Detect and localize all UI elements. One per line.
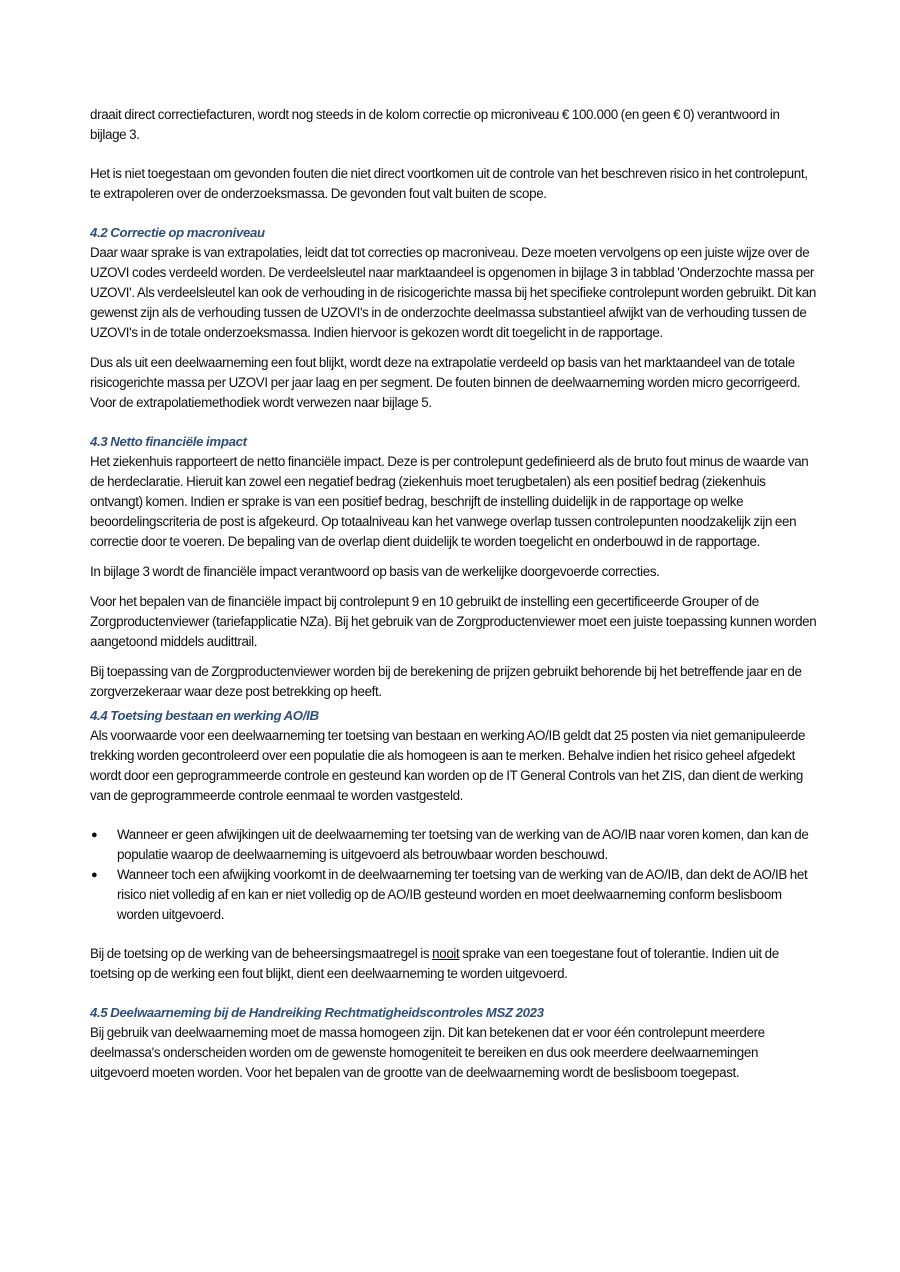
section-4-3-paragraph-1: Het ziekenhuis rapporteert de netto financiële impact. Deze is per controlepunt gedefinieerd als de bruto fout minus de waarde van de herdeclaratie. Hieruit kan zowel een negatief bedrag (ziekenhuis moet terugbetalen) als een positief bedrag (ziekenhuis ontvangt) komen. Indien er sprake is van een positief bedrag, beschrijft de instelling duidelijk in de rapportage op welke beoordelingscriteria de post is afgekeurd. Op totaalniveau kan het vanwege overlap tussen controlepunten noodzakelijk zijn een correctie door te voeren. De bepaling van de overlap dient duidelijk te worden toegelicht en onderbouwd in de rapportage.	[90, 454, 809, 549]
section-4-5-paragraph-1: Bij gebruik van deelwaarneming moet de massa homogeen zijn. Dit kan betekenen dat er voor één controlepunt meerdere deelmassa's onderscheiden worden om de gewenste homogeniteit te bereiken en dus ook meerdere deelwaarnemingen uitgevoerd moeten worden. Voor het bepalen van de grootte van de deelwaarneming wordt de beslisboom toegepast.	[90, 1025, 765, 1080]
section-4-2	[90, 223, 818, 413]
bullet-list	[90, 825, 818, 925]
list-item-text: Wanneer toch een afwijking voorkomt in de deelwaarneming ter toetsing van de werking van de AO/IB, dan dekt de AO/IB het risico niet volledig af en kan er niet volledig op de AO/IB gesteund worden en moet deelwaarneming conform beslisboom worden uitgevoerd.	[117, 867, 808, 922]
section-4-4	[90, 706, 818, 984]
section-4-3	[90, 432, 818, 702]
document-page	[90, 105, 818, 1093]
section-heading-4-3: 4.3 Netto financiële impact	[90, 434, 247, 449]
closing-text-start: Bij de toetsing op de werking van de beheersingsmaatregel is	[90, 946, 433, 961]
bullet-icon: ●	[91, 829, 98, 841]
section-4-3-paragraph-2: In bijlage 3 wordt de financiële impact verantwoord op basis van de werkelijke doorgevoerde correcties.	[90, 564, 660, 579]
section-4-4-closing-paragraph	[90, 944, 818, 984]
closing-text-end: sprake van een toegestane fout of tolerantie. Indien uit de toetsing op de werking een fout blijkt, dient een deelwaarneming te worden uitgevoerd.	[90, 946, 779, 981]
section-heading-4-4: 4.4 Toetsing bestaan en werking AO/IB	[90, 708, 319, 723]
section-heading-4-5: 4.5 Deelwaarneming bij de Handreiking Rechtmatigheidscontroles MSZ 2023	[90, 1005, 544, 1020]
section-4-2-paragraph-2: Dus als uit een deelwaarneming een fout blijkt, wordt deze na extrapolatie verdeeld op basis van het marktaandeel van de totale risicogerichte massa per UZOVI per jaar laag en per segment. De fouten binnen de deelwaarneming worden micro gecorrigeerd. Voor de extrapolatiemethodiek wordt verwezen naar bijlage 5.	[90, 355, 801, 410]
intro-paragraph-2: Het is niet toegestaan om gevonden fouten die niet direct voortkomen uit de controle van het beschreven risico in het controlepunt, te extrapoleren over de onderzoeksmassa. De gevonden fout valt buiten de scope.	[90, 166, 808, 201]
section-heading-4-2: 4.2 Correctie op macroniveau	[90, 225, 265, 240]
bullet-icon: ●	[91, 869, 98, 881]
list-item-text: Wanneer er geen afwijkingen uit de deelwaarneming ter toetsing van de werking van de AO/IB naar voren komen, dan kan de populatie waarop de deelwaarneming is uitgevoerd als betrouwbaar worden beschouwd.	[117, 827, 809, 862]
underlined-emphasis: nooit	[432, 946, 460, 961]
section-4-3-paragraph-3: Voor het bepalen van de financiële impact bij controlepunt 9 en 10 gebruikt de instelling een gecertificeerde Grouper of de Zorgproductenviewer (tariefapplicatie NZa). Bij het gebruik van de Zorgproductenviewer moet een juiste toepassing kunnen worden aangetoond middels audittrail.	[90, 594, 817, 649]
section-4-2-paragraph-1: Daar waar sprake is van extrapolaties, leidt dat tot correcties op macroniveau. Deze moeten vervolgens op een juiste wijze over de UZOVI codes verdeeld worden. De verdeelsleutel naar marktaandeel is opgenomen in bijlage 3 in tabblad 'Onderzochte massa per UZOVI'. Als verdeelsleutel kan ook de verhouding in de risicogerichte massa bij het specifieke controlepunt worden gebruikt. Dit kan gewenst zijn als de verhouding tussen de UZOVI's in de onderzochte deelmassa substantieel afwijkt van de verhouding tussen de UZOVI's in de totale onderzoeksmassa. Indien hiervoor is gekozen wordt dit toegelicht in de rapportage.	[90, 245, 816, 340]
list-item	[90, 825, 818, 865]
section-4-3-paragraph-4: Bij toepassing van de Zorgproductenviewer worden bij de berekening de prijzen gebruikt behorende bij het betreffende jaar en de zorgverzekeraar waar deze post betrekking op heeft.	[90, 664, 802, 699]
intro-paragraph-1: draait direct correctiefacturen, wordt nog steeds in de kolom correctie op microniveau € 100.000 (en geen € 0) verantwoord in bijlage 3.	[90, 107, 780, 142]
section-4-4-paragraph-1: Als voorwaarde voor een deelwaarneming ter toetsing van bestaan en werking AO/IB geldt dat 25 posten via niet gemanipuleerde trekking worden gecontroleerd over een populatie die als homogeen is aan te merken. Behalve indien het risico geheel afgedekt wordt door een geprogrammeerde controle en gesteund kan worden op de IT General Controls van het ZIS, dan dient de werking van de geprogrammeerde controle eenmaal te worden vastgesteld.	[90, 728, 806, 803]
list-item	[90, 865, 818, 925]
section-4-5	[90, 1003, 818, 1083]
